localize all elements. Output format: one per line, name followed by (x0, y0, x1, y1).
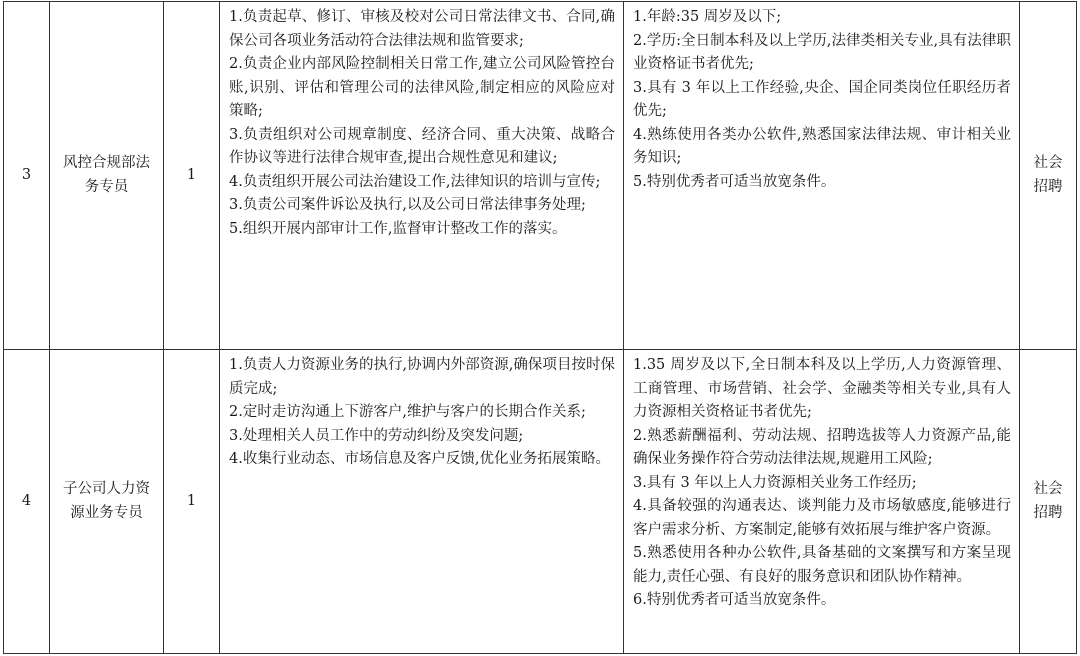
headcount: 1 (186, 166, 197, 183)
duty-item: 1.负责起草、修订、审核及校对公司日常法律文书、合同,确保公司各项业务活动符合法律法规和监管要求; (229, 9, 615, 49)
headcount-cell (164, 2, 220, 350)
requirement-item: 1.年龄:35 周岁及以下; (633, 9, 782, 25)
requirement-item: 5.熟悉使用各种办公软件,具备基础的文案撰写和方案呈现能力,责任心强、有良好的服务意识和团队协作精神。 (633, 545, 1011, 585)
requirement-item: 2.熟悉薪酬福利、劳动法规、招聘选拔等人力资源产品,能确保业务操作符合劳动法律法规,规避用工风险; (633, 427, 1011, 467)
row-number-cell (4, 2, 50, 350)
row-number-cell (4, 350, 50, 654)
headcount-cell (164, 350, 220, 654)
recruitment-method-cell (1020, 2, 1077, 350)
requirement-item: 3.具有 3 年以上工作经验,央企、国企同类岗位任职经历者优先; (633, 79, 1011, 119)
duty-item: 3.负责组织对公司规章制度、经济合同、重大决策、战略合作协议等进行法律合规审查,提出合规性意见和建议; (229, 126, 615, 166)
table-row (4, 2, 1077, 350)
table-row (4, 350, 1077, 654)
duty-item: 5.组织开展内部审计工作,监督审计整改工作的落实。 (229, 220, 567, 237)
position-title: 风控合规部法务专员 (63, 155, 150, 195)
position-title-cell (50, 2, 164, 350)
requirement-item: 2.学历:全日制本科及以上学历,法律类相关专业,具有法律职业资格证书者优先; (633, 32, 1011, 72)
duty-item: 3.处理相关人员工作中的劳动纠纷及突发问题; (229, 427, 524, 444)
recruitment-method: 社会招聘 (1033, 155, 1063, 195)
requirements-cell (624, 350, 1020, 654)
recruitment-method-cell (1020, 350, 1077, 654)
duties-cell (220, 2, 624, 350)
duty-item: 1.负责人力资源业务的执行,协调内外部资源,确保项目按时保质完成; (229, 357, 615, 397)
duty-item: 2.负责企业内部风险控制相关日常工作,建立公司风险管控台账,识别、评估和管理公司的法律风险,制定相应的风险应对策略; (229, 56, 615, 119)
row-number: 3 (21, 166, 32, 183)
duty-item: 3.负责公司案件诉讼及执行,以及公司日常法律事务处理; (229, 197, 586, 213)
duty-item: 4.收集行业动态、市场信息及客户反馈,优化业务拓展策略。 (229, 451, 610, 467)
requirements-cell (624, 2, 1020, 350)
requirement-item: 1.35 周岁及以下,全日制本科及以上学历,人力资源管理、工商管理、市场营销、社会学、金融类等相关专业,具有人力资源相关资格证书者优先; (633, 357, 1011, 420)
requirement-item: 3.具有 3 年以上人力资源相关业务工作经历; (633, 474, 917, 491)
row-number: 4 (21, 492, 32, 509)
recruitment-method: 社会招聘 (1033, 481, 1063, 521)
requirement-item: 6.特别优秀者可适当放宽条件。 (633, 592, 836, 608)
requirement-item: 5.特别优秀者可适当放宽条件。 (633, 173, 836, 190)
position-title: 子公司人力资源业务专员 (63, 481, 150, 521)
job-requirements-table (3, 1, 1077, 654)
requirement-item: 4.具备较强的沟通表达、谈判能力及市场敏感度,能够进行客户需求分析、方案制定,能够有效拓展与维护客户资源。 (633, 498, 1011, 538)
requirement-item: 4.熟练使用各类办公软件,熟悉国家法律法规、审计相关业务知识; (633, 126, 1011, 166)
position-title-cell (50, 350, 164, 654)
headcount: 1 (186, 492, 197, 509)
duty-item: 4.负责组织开展公司法治建设工作,法律知识的培训与宣传; (229, 173, 601, 190)
duties-cell (220, 350, 624, 654)
duty-item: 2.定时走访沟通上下游客户,维护与客户的长期合作关系; (229, 404, 586, 420)
